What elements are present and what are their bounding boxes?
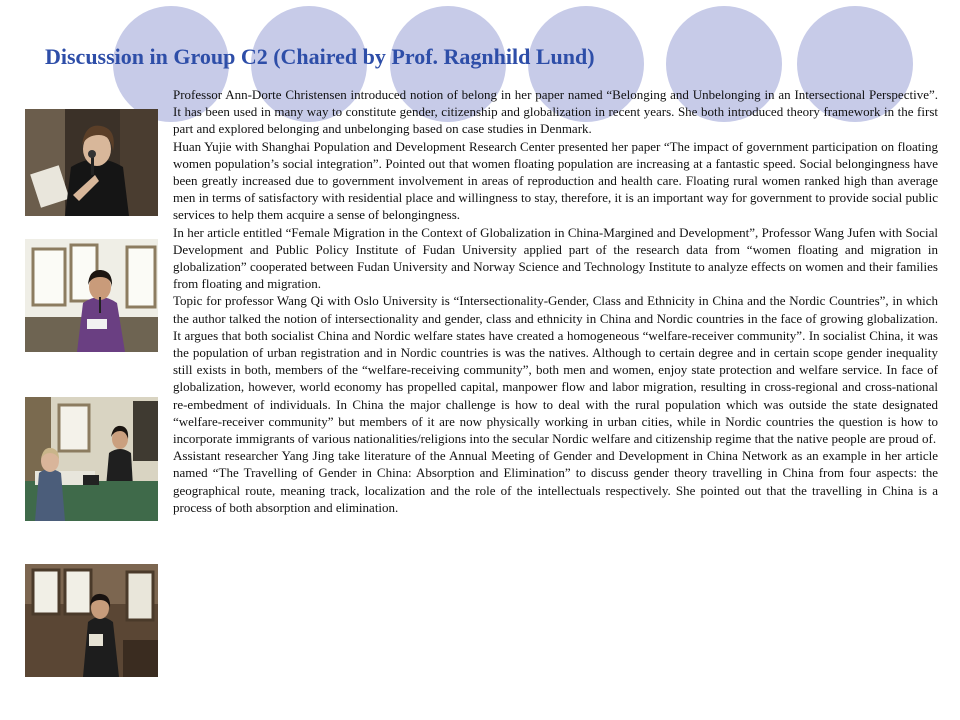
photo-speaker-1 [25, 109, 158, 216]
photo-speaker-4 [25, 564, 158, 677]
slide-title: Discussion in Group C2 (Chaired by Prof. Ragnhild Lund) [45, 44, 595, 69]
photo-speaker-2 [25, 239, 158, 352]
photo-panel-session [25, 397, 158, 521]
discussion-summary [173, 86, 938, 516]
paragraph-huan-yujie: Huan Yujie with Shanghai Population and Development Research Center presented her paper “The impact of government participation on floating women population’s social integration”. Pointed out that women floating population are increasing at a fantastic speed. Social belongingness have been greatly increased due to government involvement in areas of reproduction and health care. Floating rural women ranked high than average men in terms of satisfactory with residential place and willingness to stay, therefore, it is an important way for government to provide social public services to help them acquire a sense of belongingness. [173, 138, 938, 223]
paragraph-wang-jufen: In her article entitled “Female Migration in the Context of Globalization in China-Margined and Development”, Professor Wang Jufen with Social Development and Public Policy Institute of Fudan University applied part of the research data from “women floating and migration in globalization” cooperated between Fudan University and Norway Science and Technology Institute to analyze effects on women and their families from floating and migration. [173, 224, 938, 292]
paragraph-yang-jing: Assistant researcher Yang Jing take literature of the Annual Meeting of Gender and Development in China Network as an example in her article named “The Travelling of Gender in China: Absorption and Elimination” to discuss gender theory travelling in China from four aspects: the geographical route, meaning track, localization and the role of the intellectuals respectively. She pointed out that the travelling in China is a process of both absorption and elimination. [173, 448, 938, 515]
paragraph-christensen: Professor Ann-Dorte Christensen introduced notion of belong in her paper named “Belonging and Unbelonging in an Intersectional Perspective”. It has been used in many way to constitute gender, citizenship and globalization in recent years. She both introduced theory framework in the first part and explored belonging and unbelonging based on case studies in Denmark. [173, 87, 938, 137]
paragraph-wang-qi: Topic for professor Wang Qi with Oslo University is “Intersectionality-Gender, Class and Ethnicity in China and the Nordic Countries”, in which the author talked the notion of intersectionality and gender, class and ethnicity in China and Nordic countries in the face of growing globalization. It argues that both socialist China and Nordic welfare states have created a homogeneous “welfare-receiver community”. In socialist China, it was the population of urban registration and in Nordic countries is was the natives. Although to certain degree and in certain scope gender inequality still exists in both, members of the “welfare-receiving community”, both men and women, enjoy state protection and welfare service. In face of globalization, however, world economy has propelled capital, manpower flow and labor migration, resulting in cross-regional and cross-national re-embedment of individuals. In China the major challenge is how to deal with the rural population which was outside the state designated “welfare-receiver community” but members of it are now physically working in urban cities, while in Nordic countries the question is how to incorporate immigrants of various nationalities/religions into the secular Nordic welfare and citizenship regime that the native people are proud of. [173, 293, 938, 447]
